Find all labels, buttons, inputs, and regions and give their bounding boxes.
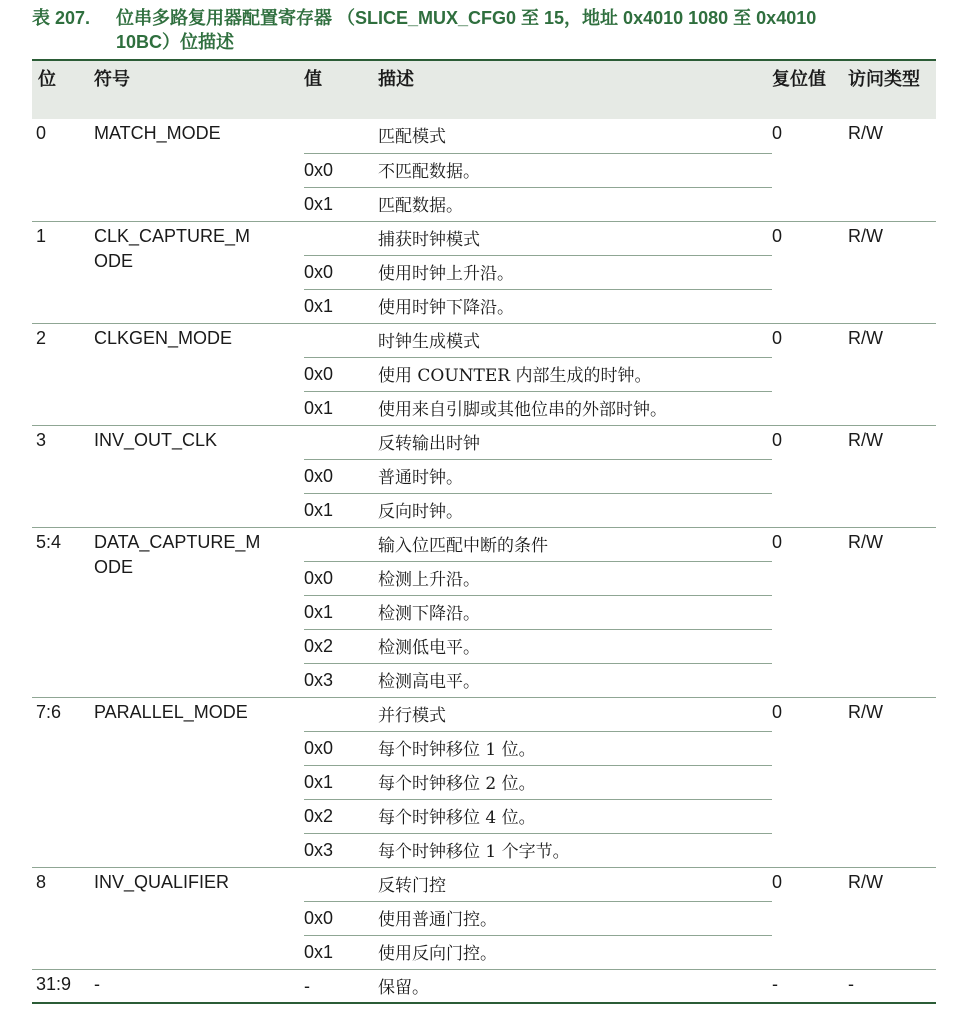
description-cell: 使用普通门控。 [378, 901, 772, 935]
value-cell [304, 323, 378, 357]
register-bit-table [32, 59, 936, 1004]
value-cell: 0x3 [304, 663, 378, 697]
value-cell: 0x0 [304, 459, 378, 493]
value-cell: - [304, 969, 378, 1003]
value-cell [304, 527, 378, 561]
symbol-cell: INV_OUT_CLK [94, 425, 304, 527]
table-row [32, 527, 936, 561]
value-cell [304, 119, 378, 153]
reset-value-cell: 0 [772, 527, 848, 697]
value-cell: 0x1 [304, 391, 378, 425]
table-caption [32, 6, 942, 54]
reset-value-cell: 0 [772, 867, 848, 969]
symbol-cell: DATA_CAPTURE_MODE [94, 527, 304, 697]
header-description: 描述 [378, 60, 772, 119]
table-title-line2: 10BC）位描述 [116, 32, 235, 52]
table-row [32, 425, 936, 459]
reset-value-cell: 0 [772, 697, 848, 867]
table-row [32, 323, 936, 357]
symbol-cell: - [94, 969, 304, 1003]
value-cell: 0x0 [304, 255, 378, 289]
access-type-cell: R/W [848, 867, 936, 969]
description-cell: 检测上升沿。 [378, 561, 772, 595]
value-cell: 0x0 [304, 357, 378, 391]
description-cell: 使用时钟上升沿。 [378, 255, 772, 289]
reset-value-cell: 0 [772, 323, 848, 425]
description-cell: 反向时钟。 [378, 493, 772, 527]
description-cell: 捕获时钟模式 [378, 221, 772, 255]
reset-value-cell: 0 [772, 221, 848, 323]
value-cell: 0x3 [304, 833, 378, 867]
symbol-cell: MATCH_MODE [94, 123, 221, 143]
description-cell: 每个时钟移位 4 位。 [378, 799, 772, 833]
access-type-cell: R/W [848, 697, 936, 867]
description-cell: 使用来自引脚或其他位串的外部时钟。 [378, 391, 772, 425]
symbol-cell: CLK_CAPTURE_MODE [94, 221, 304, 323]
description-cell: 保留。 [378, 969, 772, 1003]
value-cell: 0x2 [304, 799, 378, 833]
bit-cell: 31:9 [32, 969, 94, 1003]
description-cell: 匹配模式 [378, 127, 446, 147]
bit-cell: 7:6 [32, 697, 94, 867]
value-cell: 0x0 [304, 731, 378, 765]
description-cell: 使用 COUNTER 内部生成的时钟。 [378, 357, 772, 391]
value-cell: 0x1 [304, 187, 378, 221]
bit-cell: 1 [32, 221, 94, 323]
table-row [32, 221, 936, 255]
bit-cell: 2 [32, 323, 94, 425]
bit-cell: 5:4 [32, 527, 94, 697]
reset-value-cell: 0 [772, 425, 848, 527]
description-cell: 使用时钟下降沿。 [378, 289, 772, 323]
value-cell: 0x1 [304, 289, 378, 323]
access-type-cell: R/W [848, 221, 936, 323]
bit-cell: 0 [36, 123, 47, 143]
table-row [32, 969, 936, 1003]
header-value: 值 [304, 60, 378, 119]
description-cell: 反转门控 [378, 867, 772, 901]
description-cell: 检测低电平。 [378, 629, 772, 663]
bit-cell: 3 [32, 425, 94, 527]
description-cell: 时钟生成模式 [378, 323, 772, 357]
description-cell: 并行模式 [378, 697, 772, 731]
table-row [32, 867, 936, 901]
value-cell: 0x1 [304, 493, 378, 527]
value-cell: 0x0 [304, 561, 378, 595]
symbol-cell: INV_QUALIFIER [94, 867, 304, 969]
description-cell: 检测高电平。 [378, 663, 772, 697]
access-type-cell: R/W [848, 527, 936, 697]
value-cell [304, 221, 378, 255]
value-cell [304, 867, 378, 901]
description-cell: 普通时钟。 [378, 459, 772, 493]
header-reset-value: 复位值 [772, 60, 848, 119]
access-type-cell: - [848, 969, 936, 1003]
value-cell: 0x0 [304, 153, 378, 187]
access-type-cell: R/W [848, 123, 883, 143]
description-cell: 匹配数据。 [378, 187, 772, 221]
value-cell [304, 425, 378, 459]
table-row [32, 119, 936, 153]
reset-value-cell: - [772, 969, 848, 1003]
table-header-row [32, 60, 936, 119]
value-cell: 0x2 [304, 629, 378, 663]
value-cell: 0x1 [304, 595, 378, 629]
header-access-type: 访问类型 [848, 60, 936, 119]
description-cell: 反转输出时钟 [378, 425, 772, 459]
table-number: 表 207. [32, 8, 91, 28]
value-cell: 0x0 [304, 901, 378, 935]
access-type-cell: R/W [848, 425, 936, 527]
header-bit: 位 [32, 60, 94, 119]
symbol-cell: PARALLEL_MODE [94, 697, 304, 867]
description-cell: 不匹配数据。 [378, 153, 772, 187]
table-body [32, 119, 936, 1003]
description-cell: 检测下降沿。 [378, 595, 772, 629]
description-cell: 每个时钟移位 1 位。 [378, 731, 772, 765]
table-title-line1: 位串多路复用器配置寄存器 （SLICE_MUX_CFG0 至 15，地址 0x4010 1080 至 0x4010 [116, 8, 817, 28]
table-row [32, 697, 936, 731]
description-cell: 使用反向门控。 [378, 935, 772, 969]
symbol-cell: CLKGEN_MODE [94, 323, 304, 425]
reset-value-cell: 0 [772, 123, 783, 143]
description-cell: 输入位匹配中断的条件 [378, 527, 772, 561]
value-cell: 0x1 [304, 935, 378, 969]
bit-cell: 8 [32, 867, 94, 969]
access-type-cell: R/W [848, 323, 936, 425]
value-cell: 0x1 [304, 765, 378, 799]
description-cell: 每个时钟移位 1 个字节。 [378, 833, 772, 867]
description-cell: 每个时钟移位 2 位。 [378, 765, 772, 799]
value-cell [304, 697, 378, 731]
header-symbol: 符号 [94, 60, 304, 119]
